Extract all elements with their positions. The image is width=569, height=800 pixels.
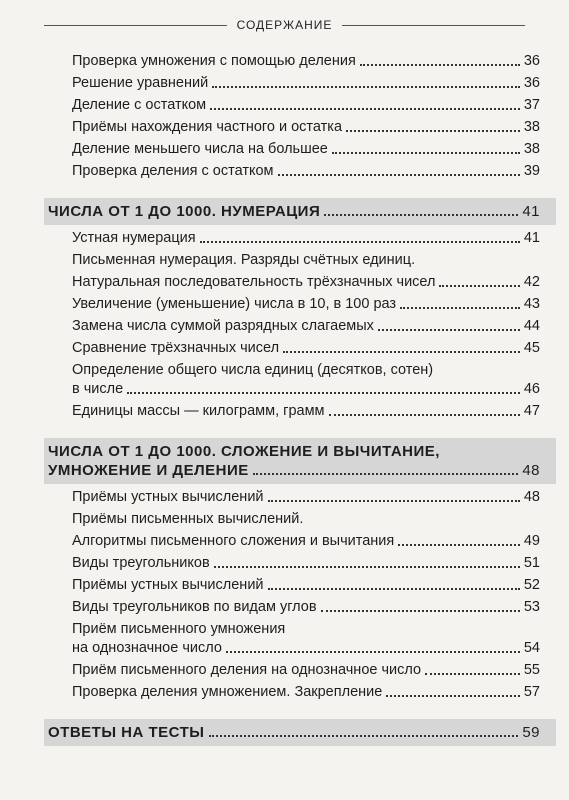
toc-entry[interactable]: Приёмы нахождения частного и остатка 38 [72, 119, 540, 135]
toc-entry[interactable]: Сравнение трёхзначных чисел 45 [72, 340, 540, 356]
toc-entry[interactable]: Проверка деления с остатком 39 [72, 163, 540, 179]
toc-entry[interactable]: Устная нумерация 41 [72, 230, 540, 246]
toc-entry[interactable]: Деление меньшего числа на большее 38 [72, 141, 540, 157]
section-heading-answers[interactable]: ОТВЕТЫ НА ТЕСТЫ 59 [44, 719, 556, 746]
toc-entry[interactable]: Письменная нумерация. Разряды счётных единиц. [72, 252, 416, 268]
toc-entry[interactable]: Приёмы устных вычислений 48 [72, 489, 540, 505]
toc-entry[interactable]: Натуральная последовательность трёхзначных чисел 42 [72, 274, 540, 290]
toc-entry[interactable]: Виды треугольников 51 [72, 555, 540, 571]
toc-entry[interactable]: Единицы массы — килограмм, грамм 47 [72, 403, 540, 419]
header-rule-right [342, 25, 525, 26]
toc-entry[interactable]: Алгоритмы письменного сложения и вычитания 49 [72, 533, 540, 549]
toc-entry[interactable]: Деление с остатком 37 [72, 97, 540, 113]
top-entries [44, 52, 550, 181]
toc-entry[interactable]: Приёмы устных вычислений 52 [72, 577, 540, 593]
toc-entry[interactable]: Проверка умножения с помощью деления 36 [72, 53, 540, 69]
toc-entry[interactable]: Проверка деления умножением. Закрепление 57 [72, 684, 540, 700]
header-rule-left [44, 25, 227, 26]
toc-entry[interactable]: Решение уравнений 36 [72, 75, 540, 91]
table-of-contents [44, 52, 550, 746]
toc-entry[interactable]: Приём письменного деления на однозначное число 55 [72, 662, 540, 678]
toc-entry[interactable]: Определение общего числа единиц (десятков, сотен) в числе 46 [72, 362, 540, 397]
toc-entry[interactable]: Приёмы письменных вычислений. [72, 511, 304, 527]
toc-entry[interactable]: Приём письменного умножения на однозначное число 54 [72, 621, 540, 656]
page-title: СОДЕРЖАНИЕ [236, 18, 333, 32]
toc-entry[interactable]: Увеличение (уменьшение) числа в 10, в 100 раз 43 [72, 296, 540, 312]
section2-entries [44, 488, 550, 702]
toc-entry[interactable]: Замена числа суммой разрядных слагаемых 44 [72, 318, 540, 334]
section-heading-numeration[interactable]: ЧИСЛА ОТ 1 ДО 1000. НУМЕРАЦИЯ 41 [44, 198, 556, 225]
section1-entries [44, 229, 550, 421]
toc-entry[interactable]: Виды треугольников по видам углов 53 [72, 599, 540, 615]
section-heading-operations[interactable]: ЧИСЛА ОТ 1 ДО 1000. СЛОЖЕНИЕ И ВЫЧИТАНИЕ, УМНОЖЕНИЕ И ДЕЛЕНИЕ 48 [44, 438, 556, 484]
page-header [44, 18, 525, 32]
